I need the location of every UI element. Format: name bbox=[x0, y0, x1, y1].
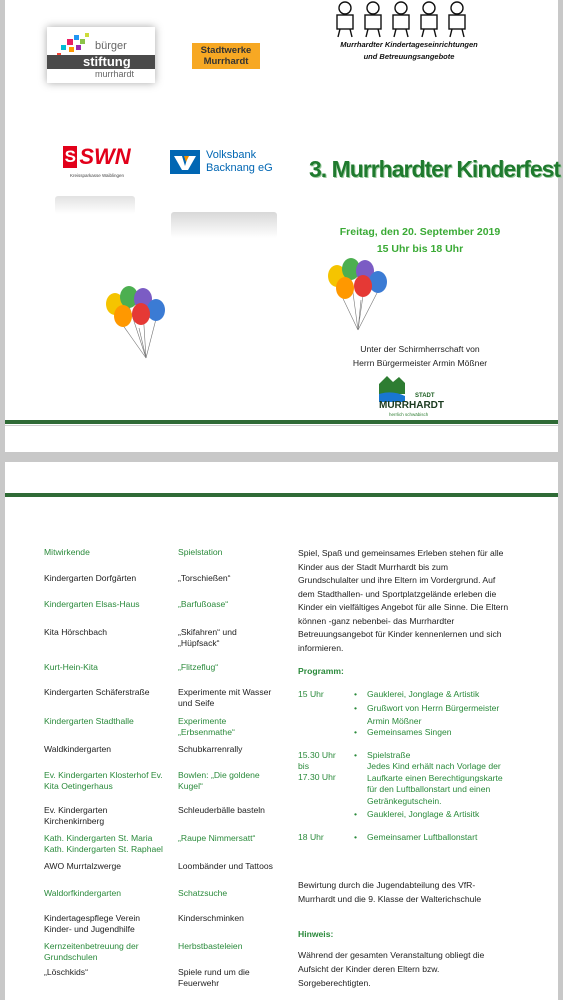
volksbank-icon bbox=[170, 150, 200, 174]
station-name: „Flitzeflug“ bbox=[178, 662, 219, 672]
program-item-3: • Gemeinsamer Luftballonstart bbox=[367, 832, 517, 843]
station-name: Schubkarrenrally bbox=[178, 744, 243, 754]
stadt-murrhardt-logo bbox=[375, 374, 455, 420]
participant-name: Kernzeitenbetreuung der Grundschulen bbox=[44, 941, 139, 962]
buerger-line2: stiftung bbox=[83, 54, 131, 69]
patron-line2: Herrn Bürgermeister Armin Mößner bbox=[352, 358, 488, 368]
participant-name: Kindergarten Dorfgärten bbox=[44, 573, 137, 583]
participant-name: Kindergarten Elsas-Haus bbox=[44, 599, 140, 609]
station-name: Spiele rund um die Feuerwehr bbox=[178, 967, 250, 988]
participant-name: Ev. Kindergarten Kirchenkirnberg bbox=[44, 805, 108, 826]
intro-text: Spiel, Spaß und gemeinsames Erleben stehen für alle Kinder aus der Stadt Murrhardt bis zum Grundschulalter und ihre Eltern im Vordergrund. Auf dem Stadthallen- und Sportplatzgelände erleben die Kinder ein vielfältiges Angebot für alle Sinne. Die Eltern können -ganz nebenbei- das Murrhardter Betreuungsangebot für Kinder kennenlernen und sich informieren. bbox=[298, 548, 509, 653]
flyer-page-back bbox=[5, 462, 558, 1000]
programm-title: Programm: bbox=[298, 666, 344, 676]
station-name: Herbstbasteleien bbox=[178, 941, 243, 951]
buergerstiftung-logo bbox=[47, 27, 155, 83]
program-item-1a: • Gauklerei, Jonglage & Artistik bbox=[367, 689, 517, 700]
balloons-left-icon bbox=[101, 284, 171, 364]
program-time-1: 15 Uhr bbox=[298, 689, 324, 699]
swn-text: SWN bbox=[79, 144, 131, 169]
hinweis-text: Während der gesamten Veranstaltung obliegt die Aufsicht der Kinder deren Eltern bzw. Sorgeberechtigten. bbox=[298, 950, 485, 988]
station-name: Experimente mit Wasser und Seife bbox=[178, 687, 272, 708]
divider-bottom bbox=[5, 420, 558, 424]
participant-name: Kindergarten Stadthalle bbox=[44, 716, 134, 726]
station-name: Schatzsuche bbox=[178, 888, 228, 898]
kita-line2: und Betreuungsangebote bbox=[363, 52, 455, 61]
participant-name: Kurt-Hein-Kita bbox=[44, 662, 98, 672]
participant-name: Waldorfkindergarten bbox=[44, 888, 122, 898]
station-name: Experimente „Erbsenmathe“ bbox=[178, 716, 235, 737]
stadt-small: STADT bbox=[415, 393, 435, 399]
program-item-2a-note: Jedes Kind erhält nach Vorlage der Laufkarte einen Berechtigungskarte für den Luftballonstart und einen Getränkegutschein. bbox=[367, 761, 503, 806]
participant-name: Waldkindergarten bbox=[44, 744, 112, 754]
participant-name: Ev. Kindergarten Klosterhof Ev. Kita Oetingerhaus bbox=[44, 770, 163, 791]
station-name: „Skifahren“ und „Hüpfsack“ bbox=[178, 627, 237, 648]
divider-bottom-thin bbox=[5, 425, 558, 426]
swn-wordmark bbox=[57, 144, 137, 170]
event-date: Freitag, den 20. September 2019 bbox=[339, 226, 501, 238]
station-name: Bowlen: „Die goldene Kugel“ bbox=[178, 770, 260, 791]
station-name: „Barfußoase“ bbox=[178, 599, 229, 609]
buerger-line1: bürger bbox=[95, 40, 127, 52]
stadtwerke-line1: Stadtwerke bbox=[200, 45, 252, 56]
volksbank-logo bbox=[170, 148, 280, 178]
participant-name: Kindergarten Schäferstraße bbox=[44, 687, 150, 697]
buerger-line3: murrhardt bbox=[95, 69, 135, 79]
program-item-2b: • Gauklerei, Jonglage & Artisitk bbox=[367, 809, 517, 820]
station-name: „Torschießen“ bbox=[178, 573, 231, 583]
kita-logo bbox=[327, 0, 487, 72]
participant-name: „Löschkids“ bbox=[44, 967, 88, 977]
swn-logo bbox=[57, 138, 137, 182]
station-name: Kinderschminken bbox=[178, 913, 244, 923]
sparkasse-icon: S bbox=[64, 147, 76, 166]
balloons-right-icon bbox=[323, 256, 393, 336]
participant-name: Kindertagespflege Verein Kinder- und Jugendhilfe bbox=[44, 913, 141, 934]
stadtwerke-line2: Murrhardt bbox=[203, 56, 249, 67]
catering-text: Bewirtung durch die Jugendabteilung des VfR-Murrhardt und die 9. Klasse der Walterichschule bbox=[298, 880, 482, 904]
participant-name: Kita Hörschbach bbox=[44, 627, 108, 637]
event-title: 3. Murrhardter Kinderfest bbox=[309, 156, 561, 182]
participant-name: Kath. Kindergarten St. Maria Kath. Kindergarten St. Raphael bbox=[44, 833, 163, 854]
program-item-2a: • Spielstraße bbox=[367, 750, 517, 761]
children-figures-icon bbox=[327, 0, 487, 38]
program-item-1b: • Grußwort von Herrn Bürgermeister Armin Mößner bbox=[367, 702, 507, 727]
landscape-icon bbox=[379, 374, 405, 402]
flyer-page-front bbox=[5, 0, 561, 452]
program-time-2c: 17.30 Uhr bbox=[298, 772, 336, 782]
program-time-3: 18 Uhr bbox=[298, 832, 324, 842]
station-name: „Raupe Nimmersatt“ bbox=[178, 833, 256, 843]
stadt-tag: herrlich schwäbisch bbox=[389, 412, 429, 417]
volksbank-reflection bbox=[171, 212, 277, 238]
participants-header: Mitwirkende bbox=[44, 547, 90, 557]
stadt-big: MURRHARDT bbox=[379, 400, 444, 411]
stations-header: Spielstation bbox=[178, 547, 223, 557]
swn-sub: Kreissparkasse Waiblingen bbox=[69, 173, 125, 178]
program-time-2a: 15.30 Uhr bbox=[298, 750, 336, 760]
volksbank-line1: Volksbank bbox=[206, 149, 257, 161]
divider-top bbox=[5, 493, 558, 497]
station-name: Loombänder und Tattoos bbox=[178, 861, 273, 871]
program-time-2b: bis bbox=[298, 761, 309, 771]
program-item-1c: • Gemeinsames Singen bbox=[367, 727, 517, 738]
swn-reflection bbox=[55, 196, 135, 214]
participant-name: AWO Murrtalzwerge bbox=[44, 861, 122, 871]
station-name: Schleuderbälle basteln bbox=[178, 805, 265, 815]
stadtwerke-logo bbox=[192, 43, 260, 69]
event-time: 15 Uhr bis 18 Uhr bbox=[376, 243, 464, 255]
patron-line1: Unter der Schirmherrschaft von bbox=[360, 344, 480, 354]
volksbank-line2: Backnang eG bbox=[206, 162, 273, 174]
hinweis-title: Hinweis: bbox=[298, 929, 334, 939]
kita-line1: Murrhardter Kindertageseinrichtungen bbox=[340, 40, 478, 49]
